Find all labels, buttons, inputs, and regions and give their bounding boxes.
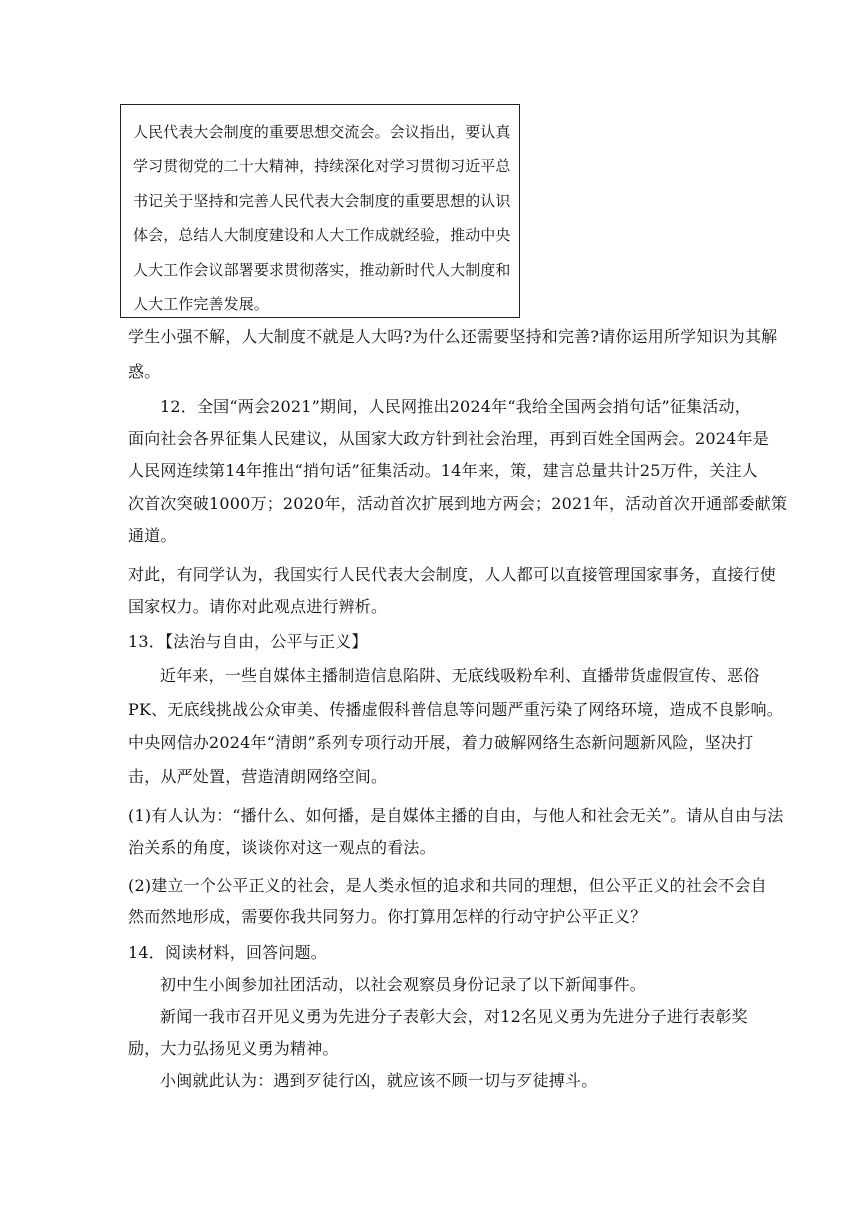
q14-text-line: 小闽就此认为：遇到歹徒行凶，就应该不顾一切与歹徒搏斗。 (160, 1071, 598, 1090)
box-line: 书记关于坚持和完善人民代表大会制度的重要思想的认识 (133, 191, 511, 210)
q13-text-line: 中央网信办2024年“清朗”系列专项行动开展，着力破解网络生态新问题新风险，坚决打 (128, 733, 754, 752)
box-line: 体会，总结人大制度建设和人大工作成就经验，推动中央 (133, 226, 511, 245)
box-line: 人大工作会议部署要求贯彻落实，推动新时代人大制度和 (133, 260, 511, 279)
q13-title: 13．【法治与自由，公平与正义】 (128, 632, 368, 651)
box-line: 人大工作完善发展。 (133, 295, 269, 314)
q13-sub1-line: (1)有人认为：“播什么、如何播，是自媒体主播的自由，与他人和社会无关”。请从自由与法 (128, 806, 784, 825)
q12-text-line: 12．全国“两会2021”期间，人民网推出2024年“我给全国两会捎句话”征集活动， (160, 397, 751, 416)
box-line: 人民代表大会制度的重要思想交流会。会议指出，要认真 (133, 123, 511, 141)
q14-text-line: 新闻一我市召开见义勇为先进分子表彰大会，对12名见义勇为先进分子进行表彰奖 (160, 1007, 748, 1026)
q12-text-line: 面向社会各界征集人民建议，从国家大政方针到社会治理，再到百姓全国两会。2024年是 (128, 429, 769, 448)
q13-sub1-line: 治关系的角度，谈谈你对这一观点的看法。 (128, 838, 436, 857)
material-box (120, 104, 520, 318)
q13-text-line: 击，从严处置，营造清朗网络空间。 (128, 767, 388, 786)
q12-text-line: 通道。 (128, 526, 177, 545)
q11-question-line: 学生小强不解，人大制度不就是人大吗?为什么还需要坚持和完善?请你运用所学知识为其解 (128, 327, 778, 346)
q13-sub2-line: 然而然地形成，需要你我共同努力。你打算用怎样的行动守护公平正义？ (128, 907, 647, 926)
q14-text-line: 初中生小闽参加社团活动，以社会观察员身份记录了以下新闻事件。 (160, 975, 647, 994)
q14-title: 14．阅读材料，回答问题。 (128, 943, 327, 962)
q12-question-line: 对此，有同学认为，我国实行人民代表大会制度，人人都可以直接管理国家事务，直接行使 (128, 565, 777, 584)
q14-text-line: 励，大力弘扬见义勇为精神。 (128, 1039, 339, 1058)
q13-text-line: 近年来，一些自媒体主播制造信息陷阱、无底线吸粉牟利、直播带货虚假宣传、恶俗 (160, 666, 760, 685)
q13-text-line: PK、无底线挑战公众审美、传播虚假科普信息等问题严重污染了网络环境，造成不良影响。 (128, 700, 783, 719)
q11-question-line: 惑。 (128, 362, 161, 381)
q12-text-line: 次首次突破1000万；2020年，活动首次扩展到地方两会；2021年，活动首次开通部委献策 (128, 494, 788, 513)
q13-sub2-line: (2)建立一个公平正义的社会，是人类永恒的追求和共同的理想，但公平正义的社会不会自 (128, 876, 767, 895)
q12-question-line: 国家权力。请你对此观点进行辨析。 (128, 597, 388, 616)
box-line: 学习贯彻党的二十大精神，持续深化对学习贯彻习近平总 (133, 157, 511, 176)
q12-text-line: 人民网连续第14年推出“捎句话”征集活动。14年来，策，建言总量共计25万件，关注人 (128, 461, 758, 480)
